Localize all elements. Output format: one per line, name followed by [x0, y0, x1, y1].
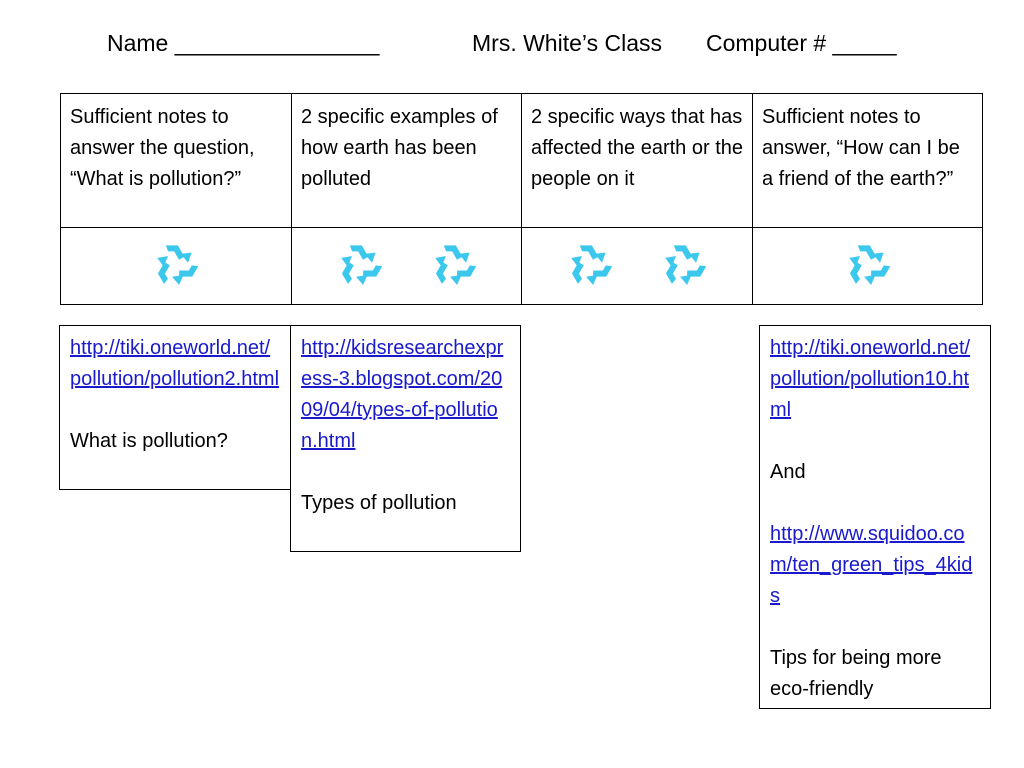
resource-box-1 [59, 325, 291, 490]
resource-link-pollution2[interactable]: http://tiki.oneworld.net/pollution/pollution2.html [70, 337, 280, 390]
resource-caption-2: Types of pollution [301, 492, 457, 514]
icon-cell-3 [522, 228, 753, 305]
computer-number-field: Computer # _____ [706, 30, 897, 56]
resource-caption-1: What is pollution? [70, 430, 228, 452]
header-cell-friend-of-earth: Sufficient notes to answer, “How can I be a friend of the earth?” [753, 94, 983, 228]
header-cell-effects: 2 specific ways that has affected the earth or the people on it [522, 94, 753, 228]
header-cell-examples: 2 specific examples of how earth has been polluted [292, 94, 522, 228]
page-header [0, 30, 1024, 64]
resource-and-text: And [770, 461, 806, 483]
resource-box-2 [290, 325, 521, 552]
recycle-icon [654, 234, 714, 294]
recycle-icon [560, 234, 620, 294]
recycle-icon [838, 234, 898, 294]
class-title: Mrs. White’s Class [472, 30, 662, 56]
table-icon-row [61, 228, 983, 305]
recycle-icon [330, 234, 390, 294]
resource-link-squidoo[interactable]: http://www.squidoo.com/ten_green_tips_4kids [770, 523, 973, 607]
resource-box-3 [759, 325, 991, 709]
header-cell-what-is-pollution: Sufficient notes to answer the question, “What is pollution?” [61, 94, 292, 228]
student-name-field: Name ________________ [107, 30, 380, 56]
recycle-icon [146, 234, 206, 294]
resource-link-kidsresearch[interactable]: http://kidsresearchexpress-3.blogspot.com/2009/04/types-of-pollution.html [301, 337, 504, 452]
icon-cell-4 [753, 228, 983, 305]
resource-link-pollution10[interactable]: http://tiki.oneworld.net/pollution/pollution10.html [770, 337, 971, 421]
icon-cell-2 [292, 228, 522, 305]
icon-cell-1 [61, 228, 292, 305]
table-header-row [61, 94, 983, 228]
resource-caption-3: Tips for being more eco-friendly [770, 647, 942, 700]
recycle-icon [424, 234, 484, 294]
rubric-table [60, 93, 983, 305]
